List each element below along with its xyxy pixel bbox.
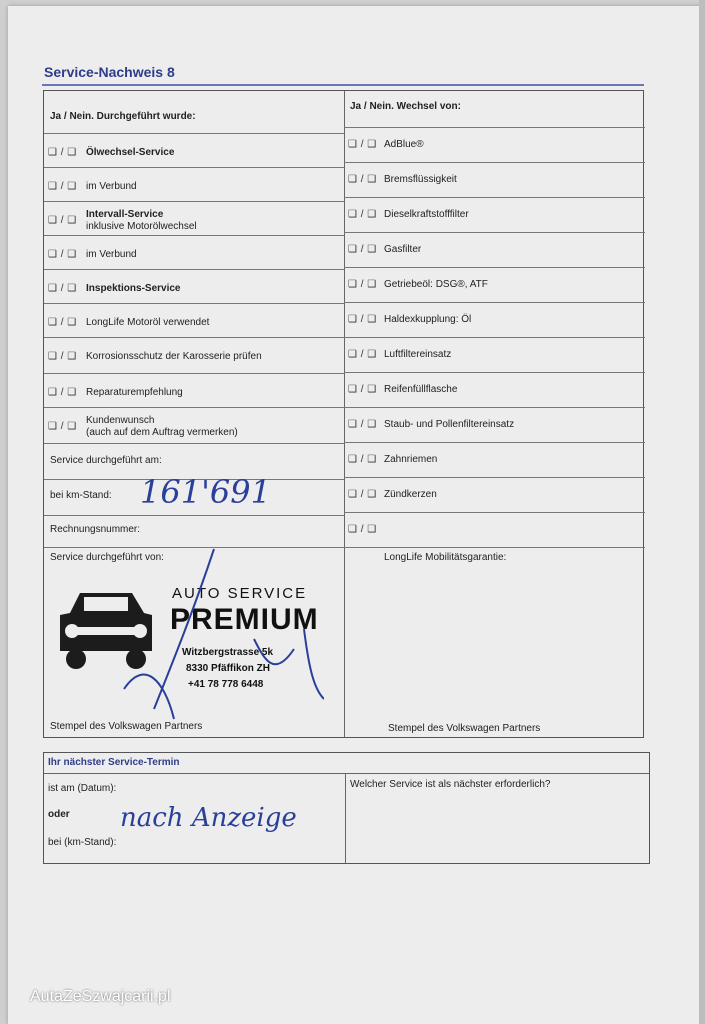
stamp-line1: AUTO SERVICE [172, 585, 308, 602]
checkbox-pair[interactable]: ❑ / ❑ [48, 421, 77, 432]
next-or-label: oder [48, 809, 70, 820]
row-line [344, 197, 645, 198]
checkbox-pair[interactable]: ❑ / ❑ [348, 419, 377, 430]
right-item-label: AdBlue® [384, 139, 424, 150]
row-line [44, 133, 344, 134]
checkbox-pair[interactable]: ❑ / ❑ [348, 244, 377, 255]
right-item-label: Staub- und Pollenfiltereinsatz [384, 419, 515, 430]
checkbox-pair[interactable]: ❑ / ❑ [48, 317, 77, 328]
stamp-label-left: Stempel des Volkswagen Partners [50, 721, 203, 732]
left-item-label: LongLife Motoröl verwendet [86, 317, 210, 328]
right-item-label: Zündkerzen [384, 489, 437, 500]
checkbox-pair[interactable]: ❑ / ❑ [348, 349, 377, 360]
left-item-label: Ölwechsel-Service [86, 147, 175, 158]
checkbox-pair[interactable]: ❑ / ❑ [348, 454, 377, 465]
next-service-header [44, 753, 649, 774]
left-item-label: Intervall-Service [86, 209, 164, 220]
km-value-handwritten: 161'691 [140, 473, 271, 511]
checkbox-pair[interactable]: ❑ / ❑ [348, 279, 377, 290]
row-line [44, 443, 344, 444]
row-line [344, 407, 645, 408]
next-divider [345, 773, 346, 863]
left-item-label: Inspektions-Service [86, 283, 181, 294]
row-line [44, 515, 344, 516]
row-line [44, 407, 344, 408]
checkbox-pair[interactable]: ❑ / ❑ [348, 174, 377, 185]
stamp-label-right: Stempel des Volkswagen Partners [388, 723, 541, 734]
left-item-sublabel: (auch auf dem Auftrag vermerken) [86, 427, 238, 438]
right-item-label: Getriebeöl: DSG®, ATF [384, 279, 488, 290]
right-item-label: Luftfiltereinsatz [384, 349, 452, 360]
km-label: bei km-Stand: [50, 490, 112, 501]
stamp-phone: +41 78 778 6448 [188, 679, 264, 690]
row-line [344, 442, 645, 443]
right-item-label: Dieselkraftstofffilter [384, 209, 469, 220]
next-km-label: bei (km-Stand): [48, 837, 117, 848]
row-line [44, 373, 344, 374]
left-item-label: Kundenwunsch [86, 415, 155, 426]
row-line [44, 269, 344, 270]
page-edge [699, 0, 705, 1024]
next-question: Welcher Service ist als nächster erforderlich? [350, 779, 551, 790]
checkbox-pair[interactable]: ❑ / ❑ [48, 283, 77, 294]
mobility-label: LongLife Mobilitätsgarantie: [384, 552, 507, 563]
right-item-label: Haldexkupplung: Öl [384, 314, 472, 325]
row-line [344, 302, 645, 303]
page-title: Service-Nachweis 8 [44, 64, 175, 80]
stamp-address2: 8330 Pfäffikon ZH [186, 663, 270, 674]
row-line [344, 267, 645, 268]
row-line [344, 127, 645, 128]
checkbox-pair[interactable]: ❑ / ❑ [348, 489, 377, 500]
signature-scribble [84, 539, 324, 739]
row-line [44, 201, 344, 202]
checkbox-pair[interactable]: ❑ / ❑ [348, 384, 377, 395]
watermark: AutaZeSzwajcarii.pl [30, 988, 171, 1005]
next-handwritten: nach Anzeige [120, 803, 297, 833]
row-line [44, 235, 344, 236]
left-header: Ja / Nein. Durchgeführt wurde: [50, 111, 196, 122]
right-item-label: Reifenfüllflasche [384, 384, 458, 395]
row-line [344, 232, 645, 233]
right-item-label: Gasfilter [384, 244, 422, 255]
invoice-label: Rechnungsnummer: [50, 524, 141, 535]
left-item-sublabel: inklusive Motorölwechsel [86, 221, 197, 232]
checkbox-pair[interactable]: ❑ / ❑ [348, 139, 377, 150]
checkbox-pair[interactable]: ❑ / ❑ [348, 209, 377, 220]
checkbox-pair[interactable]: ❑ / ❑ [48, 387, 77, 398]
title-rule [42, 84, 644, 86]
right-header: Ja / Nein. Wechsel von: [350, 101, 461, 112]
right-item-label: Bremsflüssigkeit [384, 174, 457, 185]
stamp-address1: Witzbergstrasse 5k [182, 647, 274, 658]
left-item-label: Reparaturempfehlung [86, 387, 183, 398]
checkbox-pair[interactable]: ❑ / ❑ [48, 215, 77, 226]
column-divider [344, 91, 345, 737]
checkbox-pair[interactable]: ❑ / ❑ [48, 249, 77, 260]
next-service-title: Ihr nächster Service-Termin [48, 757, 180, 768]
left-item-label: im Verbund [86, 249, 137, 260]
row-line [344, 512, 645, 513]
next-service-box [43, 752, 650, 864]
checkbox-pair[interactable]: ❑ / ❑ [48, 351, 77, 362]
stamp-line2: PREMIUM [170, 603, 319, 636]
left-item-label: Korrosionsschutz der Karosserie prüfen [86, 351, 262, 362]
row-line [344, 477, 645, 478]
checkbox-pair[interactable]: ❑ / ❑ [48, 147, 77, 158]
next-date-label: ist am (Datum): [48, 783, 117, 794]
checkbox-pair[interactable]: ❑ / ❑ [348, 524, 377, 535]
row-line [344, 162, 645, 163]
left-item-label: im Verbund [86, 181, 137, 192]
checkbox-pair[interactable]: ❑ / ❑ [348, 314, 377, 325]
checkbox-pair[interactable]: ❑ / ❑ [48, 181, 77, 192]
row-line [44, 167, 344, 168]
row-line [344, 337, 645, 338]
service-table [43, 90, 644, 738]
service-by-label: Service durchgeführt von: [50, 552, 164, 563]
row-line [44, 303, 344, 304]
row-line [44, 337, 344, 338]
service-date-label: Service durchgeführt am: [50, 455, 162, 466]
right-item-label: Zahnriemen [384, 454, 438, 465]
row-line [344, 372, 645, 373]
